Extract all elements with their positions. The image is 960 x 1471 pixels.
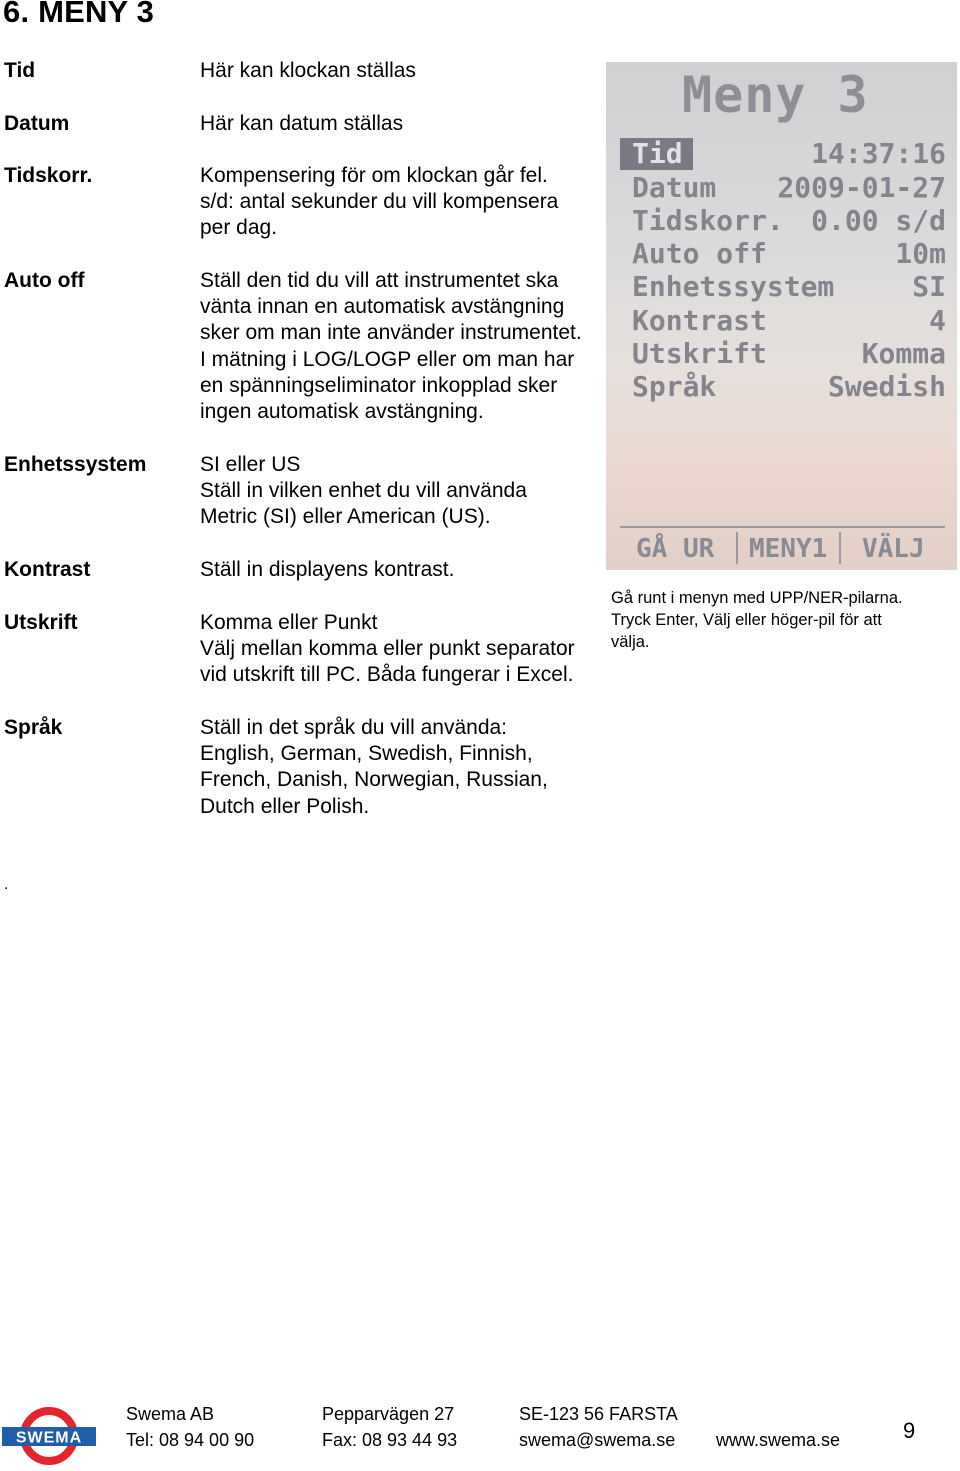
footer-city: SE-123 56 FARSTA	[519, 1404, 678, 1424]
desc-datum	[200, 111, 600, 137]
desc-line: ingen automatisk avstängning.	[200, 400, 484, 424]
footer-street: Pepparvägen 27	[322, 1404, 455, 1424]
term-enhetssystem: Enhetssystem	[4, 453, 147, 476]
desc-tid	[200, 58, 600, 84]
desc-sprak	[200, 715, 600, 820]
caption-line: Gå runt i menyn med UPP/NER-pilarna.	[611, 589, 903, 607]
display-divider	[620, 526, 945, 528]
display-row-value: Komma	[861, 337, 946, 370]
footer-tel: Tel: 08 94 00 90	[126, 1430, 255, 1450]
term-sprak: Språk	[4, 716, 63, 739]
desc-line: Ställ in displayens kontrast.	[200, 558, 455, 581]
desc-line: French, Danish, Norwegian, Russian,	[200, 768, 548, 792]
display-row-utskrift	[620, 338, 946, 370]
display-row-label: Tid	[620, 138, 693, 170]
display-row-value: 0.00 s/d	[811, 204, 946, 237]
display-row-value: 4	[929, 304, 946, 337]
display-row-auto-off	[620, 238, 946, 270]
display-row-tidskorr	[620, 205, 946, 237]
softkey-separator	[736, 532, 738, 564]
display-row-value: Swedish	[827, 370, 946, 403]
desc-line: vid utskrift till PC. Båda fungerar i Excel.	[200, 663, 574, 687]
softkey-meny1: MENY1	[749, 534, 828, 564]
desc-line: vänta innan en automatisk avstängning	[200, 295, 565, 319]
term-utskrift: Utskrift	[4, 611, 78, 634]
desc-line: en spänningseliminator inkopplad sker	[200, 373, 558, 397]
display-row-value: 10m	[895, 237, 946, 270]
display-row-value: SI	[912, 270, 946, 303]
footer-company: Swema AB	[126, 1404, 215, 1424]
display-row-enhetssystem	[620, 271, 946, 303]
display-row-label: Kontrast	[632, 304, 767, 337]
display-row-sprak	[620, 371, 946, 403]
desc-line: Kompensering för om klockan går fel.	[200, 164, 548, 187]
desc-line: Dutch eller Polish.	[200, 794, 370, 818]
display-row-label: Datum	[632, 171, 717, 204]
display-row-label: Utskrift	[632, 337, 767, 370]
display-title: Meny 3	[682, 66, 869, 124]
logo-text: SWEMA	[15, 1429, 83, 1447]
display-row-label: Enhetssystem	[632, 270, 835, 303]
desc-line: Metric (SI) eller American (US).	[200, 505, 491, 529]
desc-line: Här kan datum ställas	[200, 112, 404, 135]
display-row-value: 14:37:16	[811, 137, 946, 170]
softkey-separator	[839, 532, 841, 564]
desc-line: Ställ in det språk du vill använda:	[200, 716, 508, 739]
desc-tidskorr	[200, 163, 600, 242]
display-row-label: Auto off	[632, 237, 767, 270]
softkey-valj: VÄLJ	[862, 534, 925, 564]
desc-kontrast	[200, 557, 600, 583]
term-auto-off: Auto off	[4, 269, 85, 292]
desc-line: English, German, Swedish, Finnish,	[200, 742, 533, 766]
desc-line: Komma eller Punkt	[200, 611, 378, 634]
display-row-kontrast	[620, 305, 946, 337]
display-row-label: Tidskorr.	[632, 204, 784, 237]
term-kontrast: Kontrast	[4, 558, 91, 581]
desc-auto-off	[200, 268, 600, 425]
desc-line: s/d: antal sekunder du vill kompensera	[200, 190, 559, 214]
desc-line: Ställ in vilken enhet du vill använda	[200, 479, 527, 503]
instrument-display-photo	[606, 62, 957, 570]
caption-line: Tryck Enter, Välj eller höger-pil för att	[611, 611, 882, 629]
desc-line: sker om man inte använder instrumentet.	[200, 321, 582, 345]
desc-utskrift	[200, 610, 600, 689]
footer-web[interactable]: www.swema.se	[716, 1430, 841, 1450]
term-datum: Datum	[4, 112, 70, 135]
page-title: 6. MENY 3	[3, 0, 155, 29]
desc-line: I mätning i LOG/LOGP eller om man har	[200, 347, 575, 371]
footer-email[interactable]: swema@swema.se	[519, 1430, 676, 1450]
page-number: 9	[903, 1418, 916, 1443]
display-row-tid	[620, 138, 946, 170]
display-row-label: Språk	[632, 370, 717, 403]
term-tid: Tid	[4, 59, 36, 82]
caption-line: välja.	[611, 633, 650, 651]
desc-line: SI eller US	[200, 453, 301, 476]
display-row-value: 2009-01-27	[777, 171, 946, 204]
stray-dot: .	[4, 876, 9, 893]
term-tidskorr: Tidskorr.	[4, 164, 93, 187]
desc-line: per dag.	[200, 216, 278, 240]
desc-line: Välj mellan komma eller punkt separator	[200, 637, 575, 661]
softkey-ga-ur: GÅ UR	[636, 534, 715, 564]
swema-logo	[2, 1405, 96, 1467]
desc-line: Ställ den tid du vill att instrumentet ska	[200, 269, 559, 292]
desc-enhetssystem	[200, 452, 600, 531]
display-caption	[611, 587, 956, 653]
display-row-datum	[620, 172, 946, 204]
footer-fax: Fax: 08 93 44 93	[322, 1430, 458, 1450]
desc-line: Här kan klockan ställas	[200, 59, 416, 82]
